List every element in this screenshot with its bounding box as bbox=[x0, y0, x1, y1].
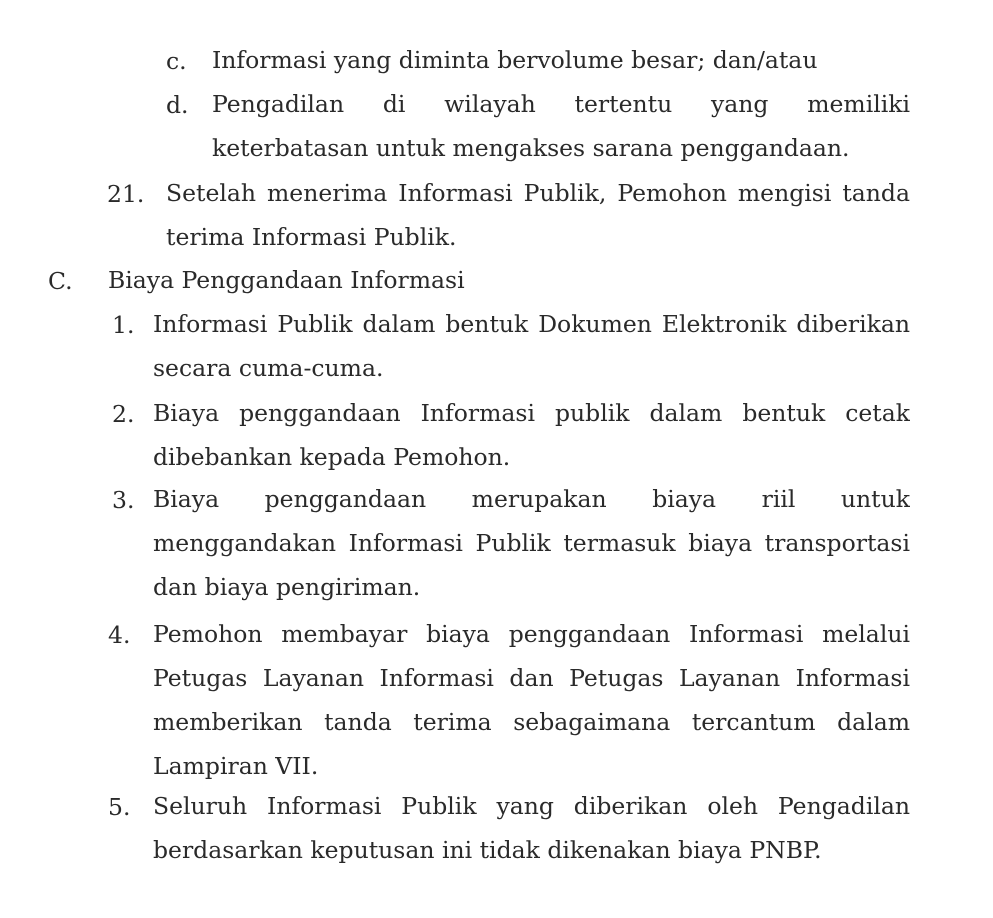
list-item-text: berdasarkan keputusan ini tidak dikenakan biaya PNBP. bbox=[153, 836, 822, 864]
list-marker: 4. bbox=[108, 621, 131, 649]
list-item-text: terima Informasi Publik. bbox=[166, 223, 457, 251]
list-marker: 1. bbox=[112, 311, 135, 339]
list-item-text: dan biaya pengiriman. bbox=[153, 573, 421, 601]
list-item-text: Pemohon membayar biaya penggandaan Informasi melalui bbox=[153, 620, 910, 648]
section-marker: C. bbox=[48, 267, 73, 295]
list-item-text: Petugas Layanan Informasi dan Petugas Layanan Informasi bbox=[153, 664, 910, 692]
list-item-text: Biaya penggandaan merupakan biaya riil untuk bbox=[153, 485, 910, 513]
list-item-text: memberikan tanda terima sebagaimana tercantum dalam bbox=[153, 708, 910, 736]
list-item-text: Informasi yang diminta bervolume besar; dan/atau bbox=[212, 46, 818, 74]
list-item-text: secara cuma-cuma. bbox=[153, 354, 384, 382]
list-marker: 21. bbox=[107, 180, 145, 208]
section-title: Biaya Penggandaan Informasi bbox=[108, 266, 465, 294]
list-item-text: dibebankan kepada Pemohon. bbox=[153, 443, 511, 471]
list-marker: c. bbox=[166, 47, 187, 75]
list-item-text: Biaya penggandaan Informasi publik dalam bentuk cetak bbox=[153, 399, 910, 427]
list-marker: 5. bbox=[108, 793, 131, 821]
list-item-text: Lampiran VII. bbox=[153, 752, 319, 780]
list-item-text: Seluruh Informasi Publik yang diberikan oleh Pengadilan bbox=[153, 792, 910, 820]
list-marker: 3. bbox=[112, 486, 135, 514]
list-marker: d. bbox=[166, 91, 189, 119]
list-marker: 2. bbox=[112, 400, 135, 428]
list-item-text: Setelah menerima Informasi Publik, Pemohon mengisi tanda bbox=[166, 179, 910, 207]
list-item-text: Pengadilan di wilayah tertentu yang memiliki bbox=[212, 90, 910, 118]
list-item-text: menggandakan Informasi Publik termasuk biaya transportasi bbox=[153, 529, 910, 557]
list-item-text: keterbatasan untuk mengakses sarana penggandaan. bbox=[212, 134, 850, 162]
list-item-text: Informasi Publik dalam bentuk Dokumen Elektronik diberikan bbox=[153, 310, 910, 338]
